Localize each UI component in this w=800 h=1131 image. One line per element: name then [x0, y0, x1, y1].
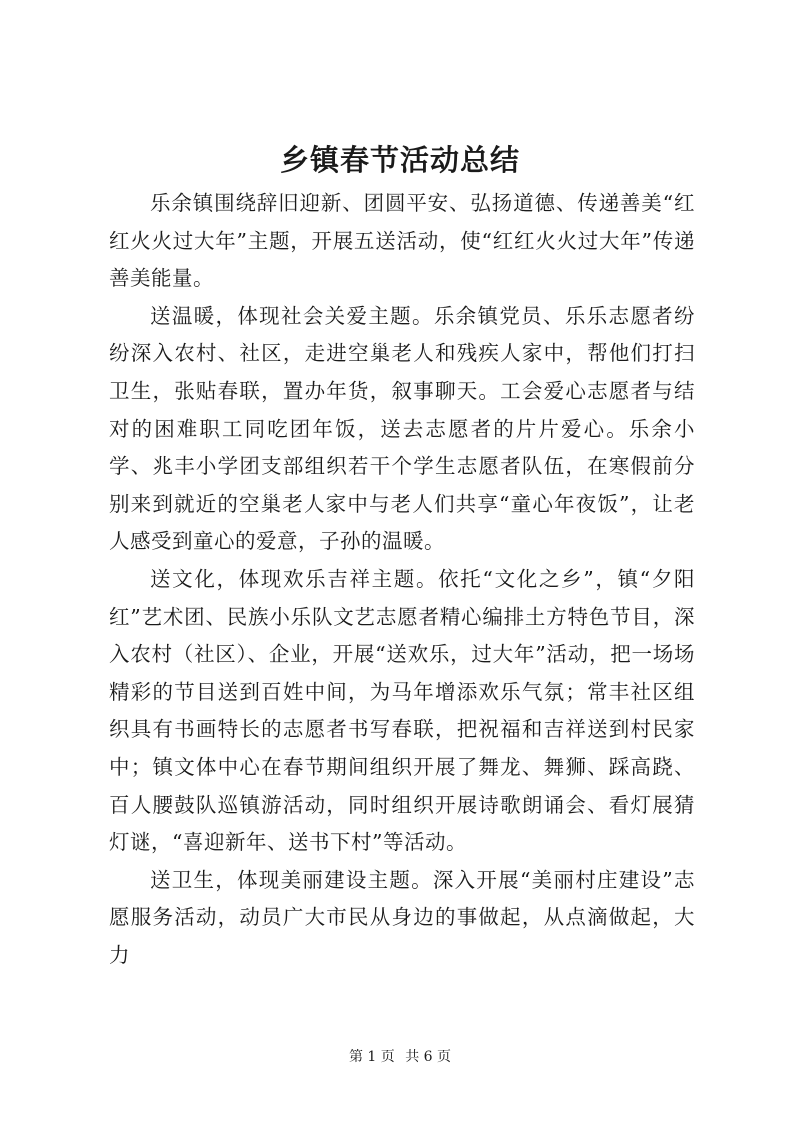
paragraph-warmth: 送温暖，体现社会关爱主题。乐余镇党员、乐乐志愿者纷纷深入农村、社区，走进空巢老人和残疾人家中，帮他们打扫卫生，张贴春联，置办年货，叙事聊天。工会爱心志愿者与结对的困难职工同吃团年饭，送去志愿者的片片爱心。乐余小学、兆丰小学团支部组织若干个学生志愿者队伍，在寒假前分别来到就近的空巢老人家中与老人们共享“童心年夜饭”，让老人感受到童心的爱意，子孙的温暖。	[109, 303, 695, 554]
paragraph-intro: 乐余镇围绕辞旧迎新、团圆平安、弘扬道德、传递善美“红红火火过大年”主题，开展五送活动，使“红红火火过大年”传递善美能量。	[109, 191, 695, 291]
page-footer	[0, 1047, 800, 1067]
page-number: 第 1 页	[348, 1049, 395, 1065]
document-body	[109, 185, 695, 967]
paragraph-hygiene: 送卫生，体现美丽建设主题。深入开展“美丽村庄建设”志愿服务活动，动员广大市民从身边的事做起，从点滴做起，大力	[109, 867, 695, 967]
paragraph-culture: 送文化，体现欢乐吉祥主题。依托“文化之乡”，镇“夕阳红”艺术团、民族小乐队文艺志愿者精心编排土方特色节目，深入农村（社区）、企业，开展“送欢乐，过大年”活动，把一场场精彩的节目送到百姓中间，为马年增添欢乐气氛；常丰社区组织具有书画特长的志愿者书写春联，把祝福和吉祥送到村民家中；镇文体中心在春节期间组织开展了舞龙、舞狮、踩高跷、百人腰鼓队巡镇游活动，同时组织开展诗歌朗诵会、看灯展猜灯谜，“喜迎新年、送书下村”等活动。	[109, 566, 695, 855]
document-title: 乡镇春节活动总结	[279, 143, 520, 177]
page-total: 共 6 页	[405, 1049, 452, 1065]
